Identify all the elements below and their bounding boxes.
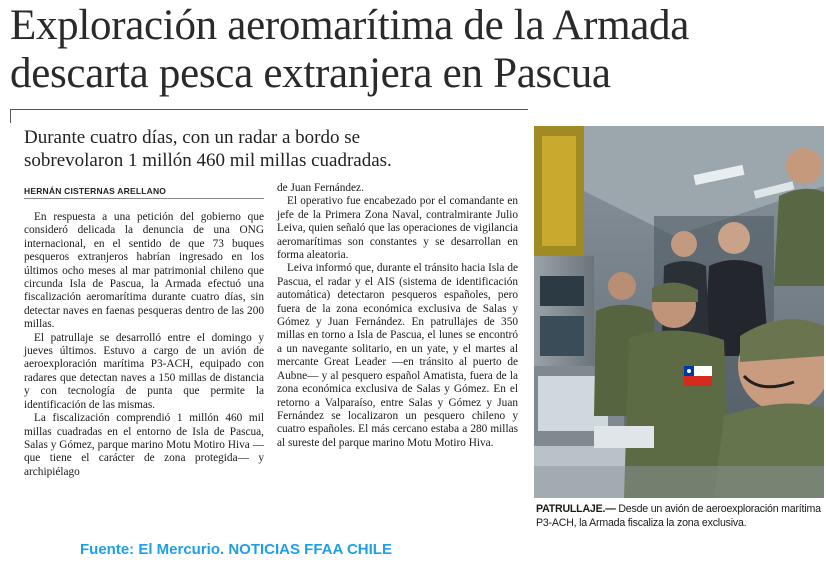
column-divider [10,109,11,123]
paragraph: El patrullaje se desarrolló entre el domingo y jueves últimos. Estuvo a cargo de un avión de aeroexploración marítima P3-ACH, equipado con radares que detectan naves a 150 millas de distancia y con tecnología de punta que permite la identificación de las mismas. [24,331,264,411]
article-column-2 [277,182,518,450]
headline-line-1: Exploración aeromarítima de la Armada [10,2,690,49]
caption-label: PATRULLAJE.— [536,503,616,515]
article-photo [534,126,824,498]
article-column-1 [24,211,264,479]
headline-rule [10,109,528,110]
aircraft-cabin-photo [534,126,824,498]
byline-rule [24,198,264,199]
paragraph: Leiva informó que, durante el tránsito hacia Isla de Pascua, el radar y el AIS (sistema de identificación automática) detectaron pesqueros españoles, pero fuera de la zona económica exclusiva de Salas y Gómez y Juan Fernández. En patrullajes de 350 millas en torno a Isla de Pascua, el lunes se encontró a un navegante solitario, en un yate, y el martes al mercante Great Leader —en tránsito al puerto de Aubne— y al pesquero español Amatista, fuera de la zona económica exclusiva de Salas y Gómez. En el retorno a Valparaíso, entre Salas y Gómez y Juan Fernández se localizaron un pesquero chileno y cuatro españoles. El más cercano estaba a 280 millas al sureste del parque marino Motu Motiro Hiva. [277,262,518,449]
headline-line-2: descarta pesca extranjera en Pascua [10,50,611,97]
paragraph: La fiscalización comprendió 1 millón 460 mil millas cuadradas en el entorno de Isla de Pascua, Salas y Gómez, parque marino Motu Motiro Hiva —que tiene el carácter de zona protegida— y archipiélago [24,412,264,478]
caption-text: Desde un avión de aeroexploración marítima P3-ACH, la Armada fiscaliza la zona exclusiva. [536,503,821,529]
photo-caption [536,503,824,530]
byline: HERNÁN CISTERNAS ARELLANO [24,186,167,196]
paragraph: En respuesta a una petición del gobierno que consideró delicada la denuncia de una ONG internacional, en el sentido de que 73 buques pesqueros extranjeros habrían ingresado en los últimos ocho meses al mar patrimonial chileno que circunda Isla de Pascua, la Armada efectuó una fiscalización aeromarítima durante cuatro días, sin detectar naves en faenas pesqueras dentro de las 200 millas. [24,211,264,331]
subhead [24,126,524,172]
subhead-line-1: Durante cuatro días, con un radar a bordo se [24,127,361,148]
source-credit: Fuente: El Mercurio. NOTICIAS FFAA CHILE [80,541,392,558]
paragraph: El operativo fue encabezado por el comandante en jefe de la Primera Zona Naval, contralmirante Julio Leiva, quien señaló que las operaciones de vigilancia aeromarítimas son constantes y se desarrollan en forma aleatoria. [277,195,518,262]
subhead-line-2: sobrevolaron 1 millón 460 mil millas cuadradas. [24,150,392,171]
paragraph-continuation: de Juan Fernández. [277,182,364,194]
headline [10,2,820,98]
